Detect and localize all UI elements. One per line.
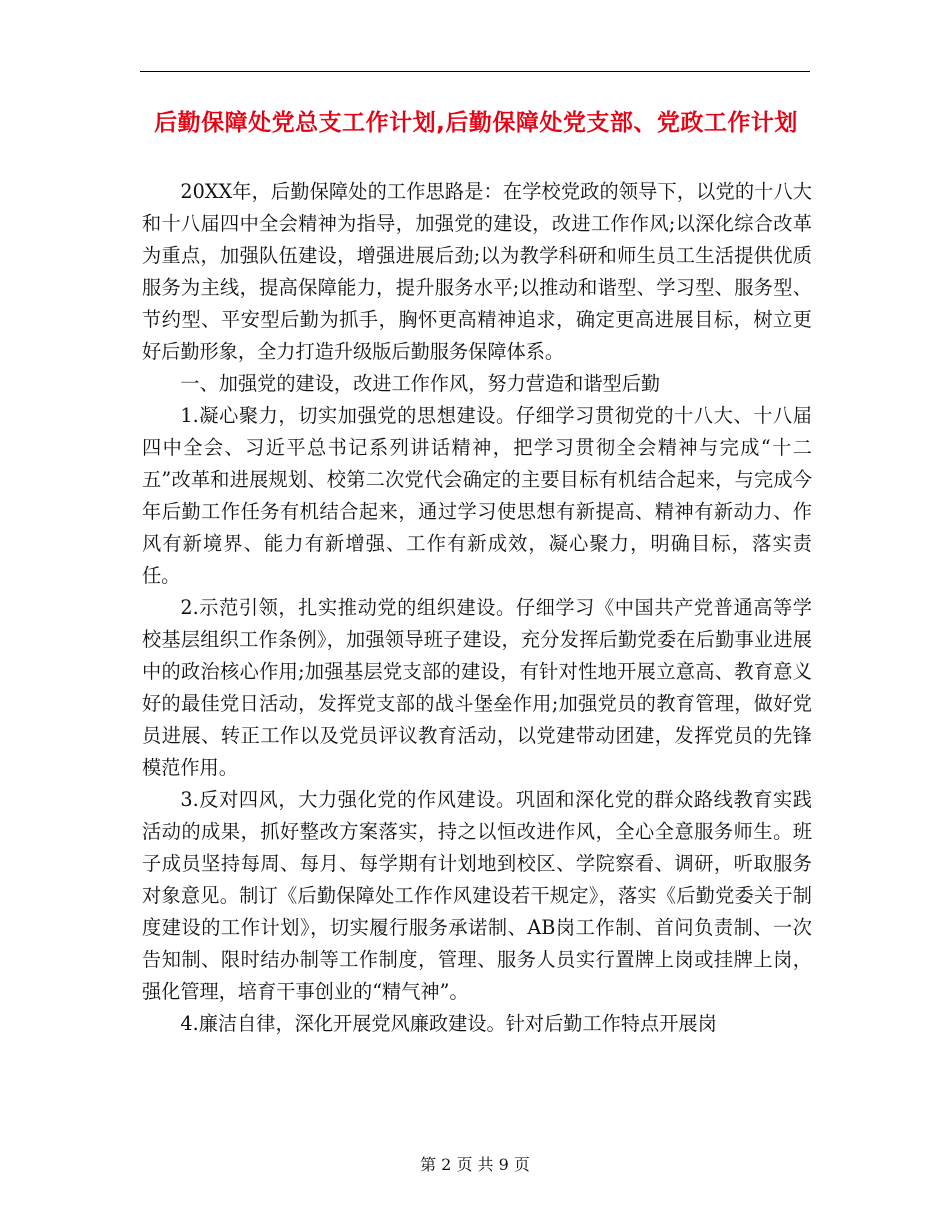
page-number: 第 2 页 共 9 页 xyxy=(420,1155,530,1174)
section-heading-1: 一、加强党的建设，改进工作作风，努力营造和谐型后勤 xyxy=(180,372,661,395)
paragraph-intro: 20XX年，后勤保障处的工作思路是：在学校党政的领导下，以党的十八大和十八届四中全会精神为指导，加强党的建设，改进工作作风;以深化综合改革为重点，加强队伍建设，增强进展后劲;以为教学科研和师生员工生活提供优质服务为主线，提高保障能力，提升服务水平;以推动和谐型、学习型、服务型、节约型、平安型后勤为抓手，胸怀更高精神追求，确定更高进展目标，树立更好后勤形象，全力打造升级版后勤服务保障体系。 xyxy=(142,180,812,363)
header-rule xyxy=(140,71,810,72)
paragraph-item-4: 4.廉洁自律，深化开展党风廉政建设。针对后勤工作特点开展岗 xyxy=(180,1012,717,1035)
document-body xyxy=(142,176,812,1040)
paragraph-item-1: 1.凝心聚力，切实加强党的思想建设。仔细学习贯彻党的十八大、十八届四中全会、习近平总书记系列讲话精神，把学习贯彻全会精神与完成“十二五”改革和进展规划、校第二次党代会确定的主要目标有机结合起来，与完成今年后勤工作任务有机结合起来，通过学习使思想有新提高、精神有新动力、作风有新境界、能力有新增强、工作有新成效，凝心聚力，明确目标，落实责任。 xyxy=(142,404,812,587)
paragraph-item-2: 2.示范引领，扎实推动党的组织建设。仔细学习《中国共产党普通高等学校基层组织工作条例》，加强领导班子建设，充分发挥后勤党委在后勤事业进展中的政治核心作用;加强基层党支部的建设，有针对性地开展立意高、教育意义好的最佳党日活动，发挥党支部的战斗堡垒作用;加强党员的教育管理，做好党员进展、转正工作以及党员评议教育活动，以党建带动团建，发挥党员的先锋模范作用。 xyxy=(142,596,812,779)
paragraph-item-3: 3.反对四风，大力强化党的作风建设。巩固和深化党的群众路线教育实践活动的成果，抓好整改方案落实，持之以恒改进作风，全心全意服务师生。班子成员坚持每周、每月、每学期有计划地到校区、学院察看、调研，听取服务对象意见。制订《后勤保障处工作作风建设若干规定》，落实《后勤党委关于制度建设的工作计划》，切实履行服务承诺制、AB岗工作制、首问负责制、一次告知制、限时结办制等工作制度，管理、服务人员实行置牌上岗或挂牌上岗，强化管理，培育干事创业的“精气神”。 xyxy=(142,788,812,1003)
document-title: 后勤保障处党总支工作计划,后勤保障处党支部、党政工作计划 xyxy=(154,110,798,136)
